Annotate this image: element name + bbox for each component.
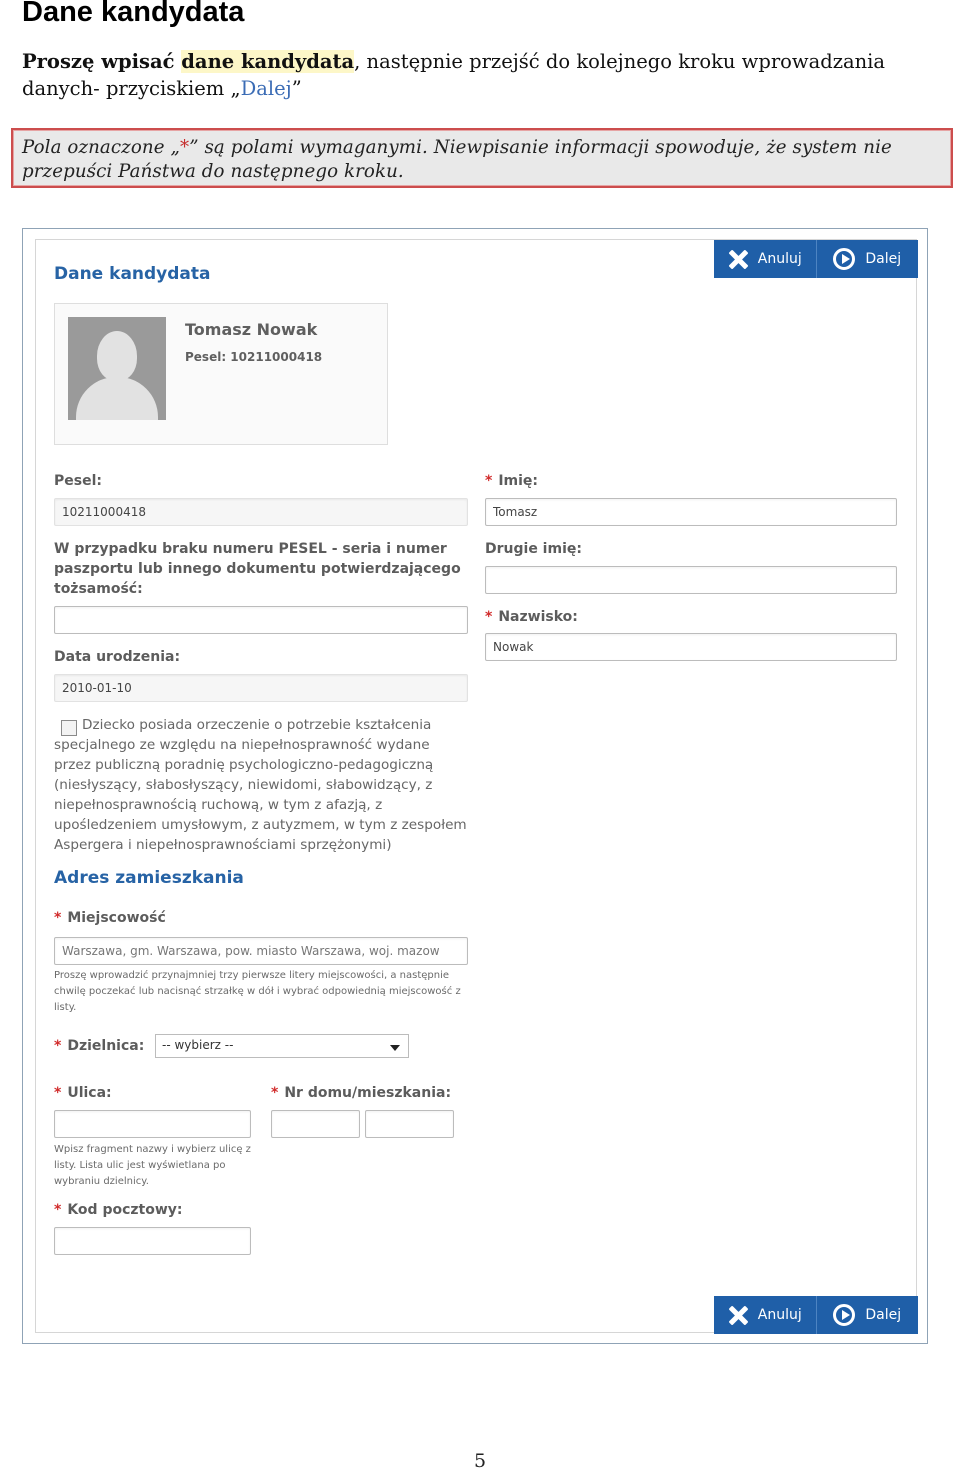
- required-fields-note: [11, 128, 953, 188]
- address-section-title: Adres zamieszkania: [54, 868, 244, 888]
- postal-code-label-text: Kod pocztowy:: [67, 1202, 183, 1218]
- street-input[interactable]: [54, 1110, 251, 1138]
- note-text-2: ” są polami wymaganymi. Niewpisanie informacji spowoduje, że system nie przepuści Państwa do następnego kroku.: [22, 137, 892, 182]
- city-label: [54, 908, 166, 928]
- intro-highlight: dane kandydata: [181, 50, 355, 73]
- street-hint: Wpisz fragment nazwy i wybierz ulicę z listy. Lista ulic jest wyświetlana po wybraniu dzielnicy.: [54, 1144, 251, 1187]
- bottom-button-bar: [714, 1296, 918, 1334]
- intro-text-3: ”: [291, 77, 302, 100]
- candidate-pesel: Pesel: 10211000418: [185, 350, 323, 364]
- next-label: Dalej: [865, 251, 902, 267]
- close-icon: [728, 1305, 748, 1325]
- district-selected: -- wybierz --: [162, 1038, 234, 1052]
- birth-date-input[interactable]: [54, 674, 468, 702]
- close-icon: [728, 249, 748, 269]
- second-name-input[interactable]: [485, 566, 897, 594]
- next-label: Dalej: [865, 1307, 902, 1323]
- second-name-label: Drugie imię:: [485, 541, 582, 557]
- flat-number-input[interactable]: [365, 1110, 454, 1138]
- page-number: 5: [473, 1450, 487, 1471]
- house-number-label: [271, 1083, 451, 1103]
- required-star: *: [54, 910, 62, 926]
- form-title: Dane kandydata: [54, 264, 211, 284]
- birth-date-label: Data urodzenia:: [54, 649, 181, 665]
- postal-code-input[interactable]: [54, 1227, 251, 1255]
- passport-input[interactable]: [54, 606, 468, 634]
- district-select[interactable]: [155, 1034, 409, 1058]
- required-star: *: [271, 1085, 279, 1101]
- avatar: [68, 317, 166, 420]
- next-button-top[interactable]: [816, 240, 919, 278]
- required-star: *: [54, 1202, 62, 1218]
- next-arrow-icon: [833, 248, 855, 270]
- intro-paragraph: [22, 48, 942, 102]
- cancel-button-top[interactable]: [714, 240, 816, 278]
- top-button-bar: [714, 240, 918, 278]
- cancel-label: Anuluj: [757, 1307, 802, 1323]
- intro-next-word: Dalej: [240, 77, 292, 100]
- note-text-1: Pola oznaczone „: [22, 137, 180, 158]
- pesel-input[interactable]: [54, 498, 468, 526]
- next-button-bottom[interactable]: [816, 1296, 919, 1334]
- avatar-body-icon: [76, 377, 158, 420]
- required-star: *: [54, 1085, 62, 1101]
- house-number-label-text: Nr domu/mieszkania:: [284, 1085, 452, 1101]
- first-name-input[interactable]: [485, 498, 897, 526]
- cancel-button-bottom[interactable]: [714, 1296, 816, 1334]
- avatar-head-icon: [97, 331, 137, 381]
- disability-label: Dziecko posiada orzeczenie o potrzebie kształcenia specjalnego ze względu na niepełnosprawność wydane przez publiczną poradnię psychologiczno-pedagogiczną (niesłyszący, słabosłyszący, niewidomi, słabowidzący, z niepełnosprawnością ruchową, w tym z afazją, z upośledzeniem umysłowym, z autyzmem, w tym z zespołem Aspergera i niepełnosprawnościami sprzężonymi): [54, 717, 467, 853]
- city-hint: Proszę wprowadzić przynajmniej trzy pierwsze litery miejscowości, a następnie chwilę poczekać lub nacisnąć strzałkę w dół i wybrać odpowiednią miejscowość z listy.: [54, 970, 461, 1013]
- city-label-text: Miejscowość: [67, 910, 166, 926]
- passport-label: W przypadku braku numeru PESEL - seria i numer paszportu lub innego dokumentu potwierdzającego tożsamość:: [54, 541, 461, 597]
- first-name-label: [485, 471, 538, 491]
- required-star: *: [485, 473, 493, 489]
- city-input[interactable]: [54, 937, 468, 965]
- candidate-card: [54, 303, 388, 445]
- required-star: *: [485, 609, 493, 625]
- first-name-label-text: Imię:: [498, 473, 539, 489]
- district-label: [54, 1036, 144, 1056]
- street-label-text: Ulica:: [67, 1085, 112, 1101]
- cancel-label: Anuluj: [757, 251, 802, 267]
- candidate-name: Tomasz Nowak: [185, 320, 318, 339]
- intro-text-2: , następnie przejść do kolejnego kroku wprowadzania danych- przyciskiem „: [22, 50, 886, 100]
- last-name-label: [485, 607, 578, 627]
- pesel-label: Pesel:: [54, 473, 102, 489]
- chevron-down-icon: [390, 1045, 400, 1051]
- last-name-input[interactable]: [485, 633, 897, 661]
- intro-text-1: Proszę wpisać: [22, 50, 182, 73]
- note-required-star: *: [179, 137, 190, 158]
- candidate-form-panel: [35, 239, 917, 1333]
- next-arrow-icon: [833, 1304, 855, 1326]
- document-title: Dane kandydata: [22, 0, 245, 28]
- postal-code-label: [54, 1200, 183, 1220]
- street-label: [54, 1083, 112, 1103]
- district-label-text: Dzielnica:: [67, 1038, 145, 1054]
- required-star: *: [54, 1038, 62, 1054]
- house-number-input[interactable]: [271, 1110, 360, 1138]
- form-screenshot-frame: [22, 228, 928, 1344]
- last-name-label-text: Nazwisko:: [498, 609, 578, 625]
